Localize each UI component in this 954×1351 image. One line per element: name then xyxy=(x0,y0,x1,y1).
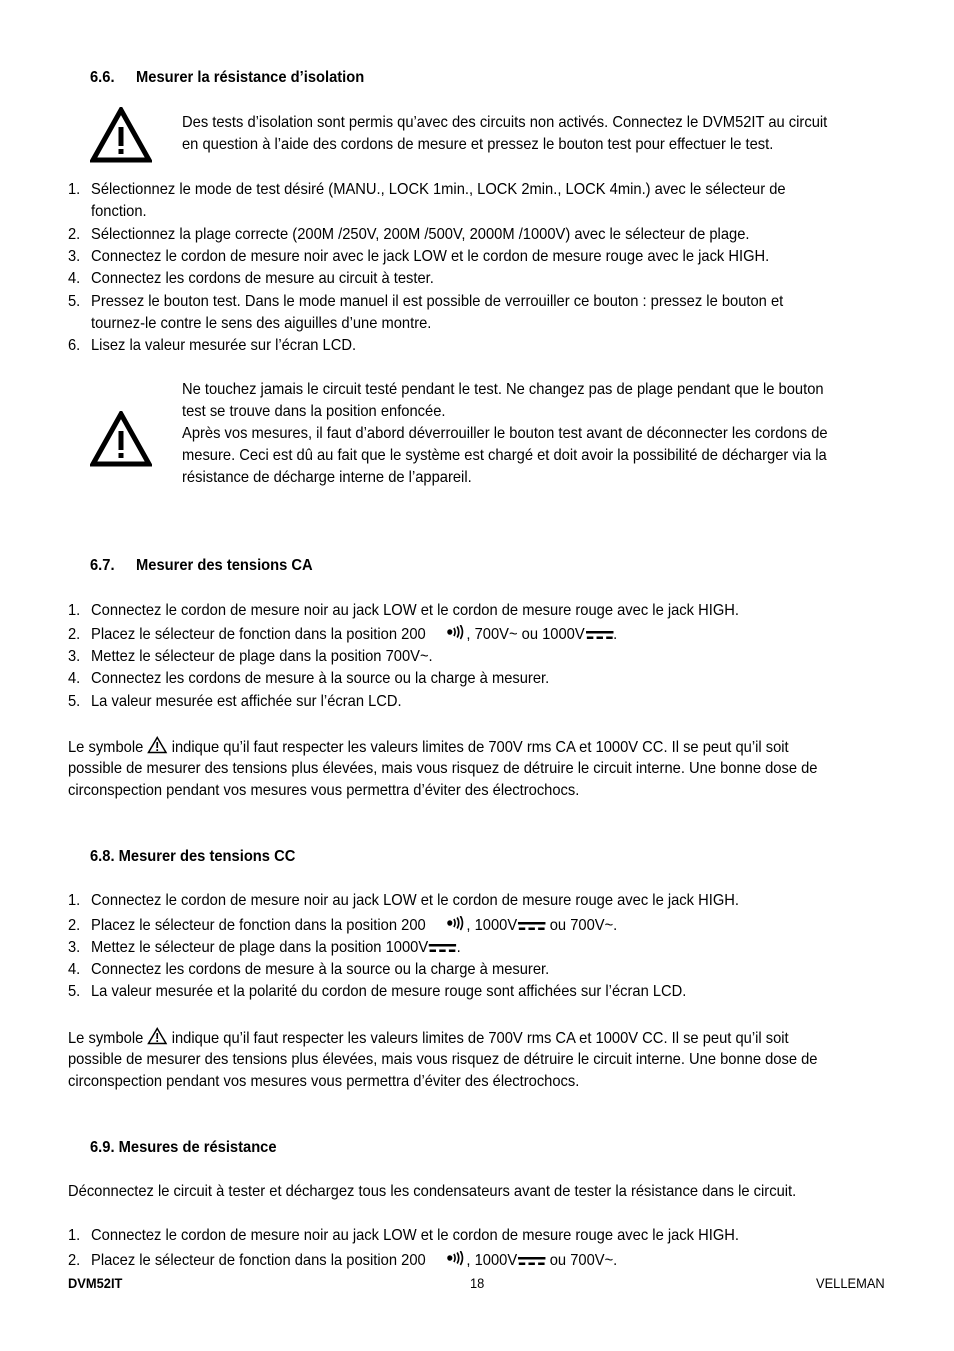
list-item-number: 2. xyxy=(68,626,81,643)
warning2-line: Ne touchez jamais le circuit testé pendant le test. Ne changez pas de plage pendant que le bouton xyxy=(182,381,824,398)
footer-brand: VELLEMAN xyxy=(816,1275,885,1291)
list-item-number: 5. xyxy=(68,293,81,310)
warning-triangle-icon xyxy=(90,411,152,467)
list-item xyxy=(91,1250,617,1272)
continuity-sound-icon xyxy=(446,916,466,932)
list-item: Connectez le cordon de mesure noir au jack LOW et le cordon de mesure rouge avec le jack HIGH. xyxy=(91,1227,739,1244)
list-item-text: , 1000V xyxy=(466,1252,518,1269)
warning2-line: résistance de décharge interne de l’appareil. xyxy=(182,469,472,486)
list-item-number: 4. xyxy=(68,670,81,687)
list-item-text: . xyxy=(456,939,461,956)
warning1-line1: Des tests d’isolation sont permis qu’avec des circuits non activés. Connectez le DVM52IT au circuit xyxy=(182,114,828,131)
list-item-number: 1. xyxy=(68,181,81,198)
list-item-text: Mettez le sélecteur de plage dans la position 1000V xyxy=(91,939,429,956)
list-item-number: 5. xyxy=(68,983,81,1000)
warning-triangle-icon xyxy=(147,736,167,754)
page-number: 18 xyxy=(470,1275,485,1291)
warning2-line: test se trouve dans la position enfoncée. xyxy=(182,403,446,420)
list-item-text: . xyxy=(613,626,618,643)
list-item-number: 4. xyxy=(68,270,81,287)
dc-symbol-icon xyxy=(518,1256,546,1266)
note-line xyxy=(68,1027,789,1050)
list-item: Connectez le cordon de mesure noir au jack LOW et le cordon de mesure rouge avec le jack HIGH. xyxy=(91,602,739,619)
warning2-line: Après vos mesures, il faut d’abord déverrouiller le bouton test avant de déconnecter les cordons de xyxy=(182,425,828,442)
list-item-number: 1. xyxy=(68,892,81,909)
warning-triangle-icon xyxy=(147,1027,167,1045)
list-item: Connectez les cordons de mesure au circuit à tester. xyxy=(91,270,434,287)
list-item-continuation: fonction. xyxy=(91,203,147,220)
list-item-number: 2. xyxy=(68,1252,81,1269)
note-line: circonspection pendant vos mesures vous permettra d’éviter des électrochocs. xyxy=(68,1073,580,1090)
list-item: Sélectionnez la plage correcte (200M /250V, 200M /500V, 2000M /1000V) avec le sélecteur de plage. xyxy=(91,226,750,243)
section-6-7-number: 6.7. xyxy=(90,557,115,574)
warning2-line: mesure. Ceci est dû au fait que le système est chargé et doit avoir la possibilité de décharger via la xyxy=(182,447,827,464)
list-item-number: 1. xyxy=(68,602,81,619)
list-item xyxy=(91,937,461,959)
list-item-text: , 700V~ ou 1000V xyxy=(466,626,585,643)
note-line: possible de mesurer des tensions plus élevées, mais vous risquez de détruire le circuit interne. Une bonne dose de xyxy=(68,760,818,777)
note-text: indique qu’il faut respecter les valeurs limites de 700V rms CA et 1000V CC. Il se peut qu’il soit xyxy=(171,1030,789,1047)
section-6-7-heading: Mesurer des tensions CA xyxy=(136,557,313,574)
warning-triangle-icon xyxy=(90,107,152,163)
list-item: Connectez le cordon de mesure noir au jack LOW et le cordon de mesure rouge avec le jack HIGH. xyxy=(91,892,739,909)
intro-paragraph: Déconnectez le circuit à tester et déchargez tous les condensateurs avant de tester la résistance dans le circuit. xyxy=(68,1183,797,1200)
list-item-continuation: tournez-le contre le sens des aiguilles d’une montre. xyxy=(91,315,432,332)
note-line xyxy=(68,736,789,759)
list-item-text: ou 700V~. xyxy=(545,1252,618,1269)
list-item: Sélectionnez le mode de test désiré (MANU., LOCK 1min., LOCK 2min., LOCK 4min.) avec le sélecteur de xyxy=(91,181,786,198)
continuity-sound-icon xyxy=(446,1251,466,1267)
list-item: Connectez les cordons de mesure à la source ou la charge à mesurer. xyxy=(91,961,550,978)
list-item-text: Placez le sélecteur de fonction dans la position 200 xyxy=(91,917,426,934)
list-item: La valeur mesurée et la polarité du cordon de mesure rouge sont affichées sur l’écran LCD. xyxy=(91,983,687,1000)
list-item-number: 5. xyxy=(68,693,81,710)
list-item: Connectez le cordon de mesure noir avec le jack LOW et le cordon de mesure rouge avec le jack HIGH. xyxy=(91,248,770,265)
list-item: Connectez les cordons de mesure à la source ou la charge à mesurer. xyxy=(91,670,550,687)
list-item-number: 3. xyxy=(68,939,81,956)
list-item: Mettez le sélecteur de plage dans la position 700V~. xyxy=(91,648,433,665)
list-item-number: 6. xyxy=(68,337,81,354)
note-text: Le symbole xyxy=(68,739,144,756)
dc-symbol-icon xyxy=(518,921,546,931)
note-line: circonspection pendant vos mesures vous permettra d’éviter des électrochocs. xyxy=(68,782,580,799)
list-item-text: Placez le sélecteur de fonction dans la position 200 xyxy=(91,626,426,643)
footer-model: DVM52IT xyxy=(68,1275,123,1291)
note-text: indique qu’il faut respecter les valeurs limites de 700V rms CA et 1000V CC. Il se peut qu’il soit xyxy=(171,739,789,756)
list-item: Pressez le bouton test. Dans le mode manuel il est possible de verrouiller ce bouton : pressez le bouton et xyxy=(91,293,784,310)
list-item: La valeur mesurée est affichée sur l’écran LCD. xyxy=(91,693,402,710)
list-item: Lisez la valeur mesurée sur l’écran LCD. xyxy=(91,337,357,354)
section-6-8-heading: 6.8. Mesurer des tensions CC xyxy=(90,848,296,865)
dc-symbol-icon xyxy=(429,943,457,953)
list-item-number: 3. xyxy=(68,648,81,665)
list-item xyxy=(91,915,617,937)
list-item xyxy=(91,624,617,646)
list-item-number: 2. xyxy=(68,226,81,243)
list-item-text: Placez le sélecteur de fonction dans la position 200 xyxy=(91,1252,426,1269)
list-item-number: 2. xyxy=(68,917,81,934)
list-item-number: 3. xyxy=(68,248,81,265)
continuity-sound-icon xyxy=(446,625,466,641)
dc-symbol-icon xyxy=(586,630,614,640)
list-item-number: 1. xyxy=(68,1227,81,1244)
section-6-6-number: 6.6. xyxy=(90,69,115,86)
note-text: Le symbole xyxy=(68,1030,144,1047)
section-6-6-heading: Mesurer la résistance d’isolation xyxy=(136,69,365,86)
list-item-text: , 1000V xyxy=(466,917,518,934)
warning1-line2: en question à l’aide des cordons de mesure et pressez le bouton test pour effectuer le test. xyxy=(182,136,774,153)
note-line: possible de mesurer des tensions plus élevées, mais vous risquez de détruire le circuit interne. Une bonne dose de xyxy=(68,1051,818,1068)
list-item-text: ou 700V~. xyxy=(545,917,618,934)
section-6-9-heading: 6.9. Mesures de résistance xyxy=(90,1139,277,1156)
list-item-number: 4. xyxy=(68,961,81,978)
